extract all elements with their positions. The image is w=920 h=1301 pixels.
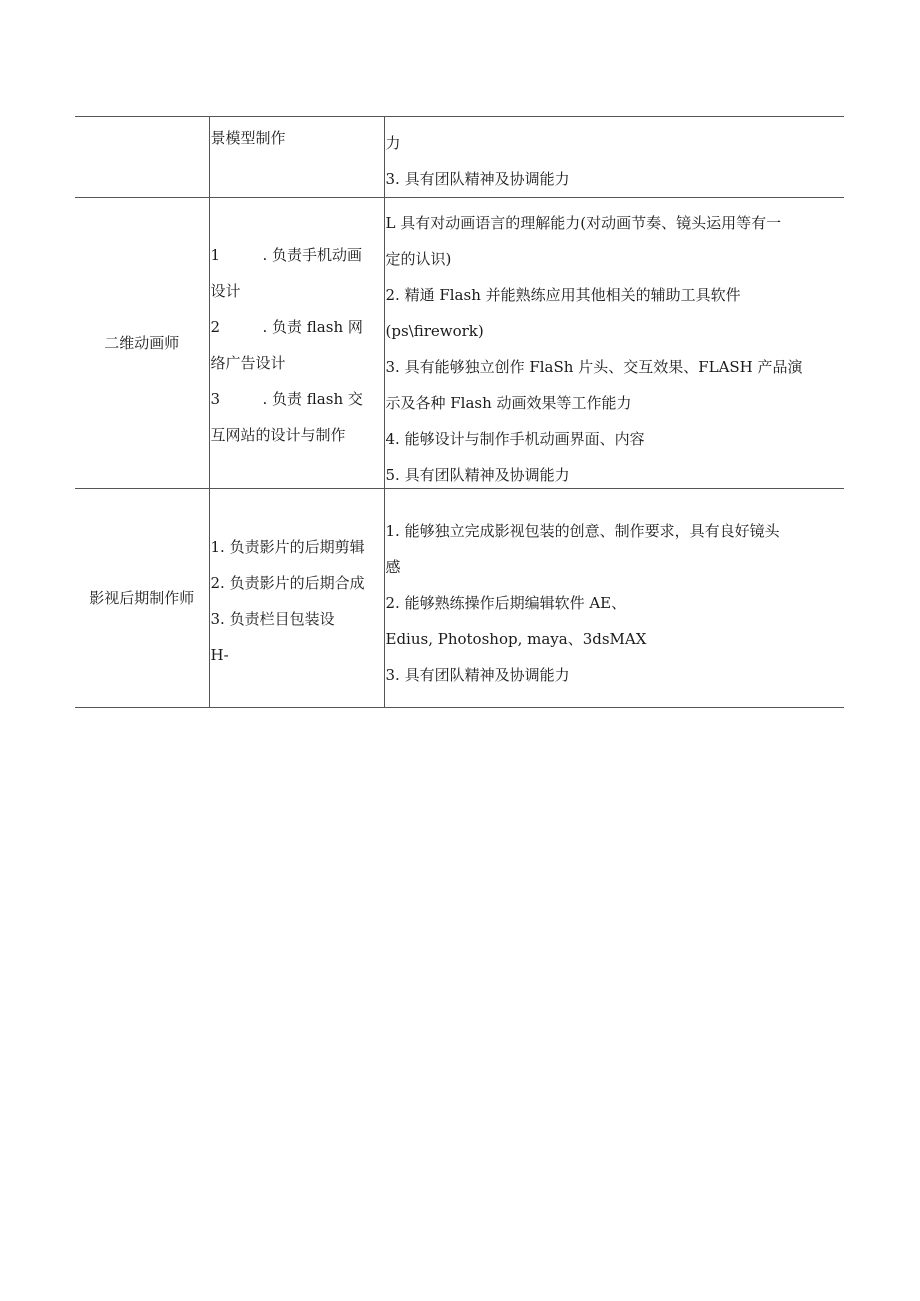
duty-line: 络广告设计 xyxy=(210,354,286,372)
duty-line: 1 . 负责手机动画 xyxy=(210,246,363,264)
requirement-line: 5. 具有团队精神及协调能力 xyxy=(385,466,570,483)
duty-line: 设计 xyxy=(210,282,241,300)
requirement-line: 2. 精通 Flash 并能熟练应用其他相关的辅助工具软件 xyxy=(385,286,741,304)
duty-cell xyxy=(209,198,384,489)
requirement-line: 1. 能够独立完成影视包装的创意、制作要求，具有良好镜头 xyxy=(385,522,780,540)
duty-cell xyxy=(209,489,384,708)
requirement-cell xyxy=(384,198,844,489)
requirement-line: 3. 具有能够独立创作 FlaSh 片头、交互效果、FLASH 产品演 xyxy=(385,358,803,376)
role-cell xyxy=(75,198,209,489)
requirement-line: Edius, Photoshop, maya、3dsMAX xyxy=(385,630,647,648)
requirement-cell xyxy=(384,489,844,708)
duty-line: 1. 负责影片的后期剪辑 xyxy=(210,538,365,556)
table-row xyxy=(75,489,844,708)
requirement-line: 感 xyxy=(385,558,401,576)
requirement-line: 3. 具有团队精神及协调能力 xyxy=(385,170,570,188)
requirement-cell xyxy=(384,117,844,198)
requirement-line: 力 xyxy=(385,134,401,152)
role-cell xyxy=(75,117,209,198)
table-row xyxy=(75,117,844,198)
role-name: 二维动画师 xyxy=(104,334,180,352)
requirement-line: L 具有对动画语言的理解能力(对动画节奏、镜头运用等有一 xyxy=(385,214,782,232)
requirement-line: (ps\firework) xyxy=(385,322,484,340)
requirement-line: 2. 能够熟练操作后期编辑软件 AE、 xyxy=(385,594,627,612)
duty-line: 3 . 负责 flash 交 xyxy=(210,390,363,408)
role-cell xyxy=(75,489,209,708)
duty-line: 景模型制作 xyxy=(210,129,286,147)
duty-line: 2 . 负责 flash 网 xyxy=(210,318,363,336)
requirement-line: 4. 能够设计与制作手机动画界面、内容 xyxy=(385,430,645,448)
duty-line: 3. 负责栏目包装设 xyxy=(210,610,335,628)
duty-line: 2. 负责影片的后期合成 xyxy=(210,574,365,592)
table-row xyxy=(75,198,844,489)
duty-line: 互网站的设计与制作 xyxy=(210,426,346,444)
requirement-line: 定的认识) xyxy=(385,250,452,268)
requirement-line: 3. 具有团队精神及协调能力 xyxy=(385,666,570,684)
requirement-line: 示及各种 Flash 动画效果等工作能力 xyxy=(385,394,632,412)
duty-cell xyxy=(209,117,384,198)
duty-line: H- xyxy=(210,646,229,664)
role-name: 影视后期制作师 xyxy=(89,589,195,607)
job-requirements-table xyxy=(75,116,844,708)
